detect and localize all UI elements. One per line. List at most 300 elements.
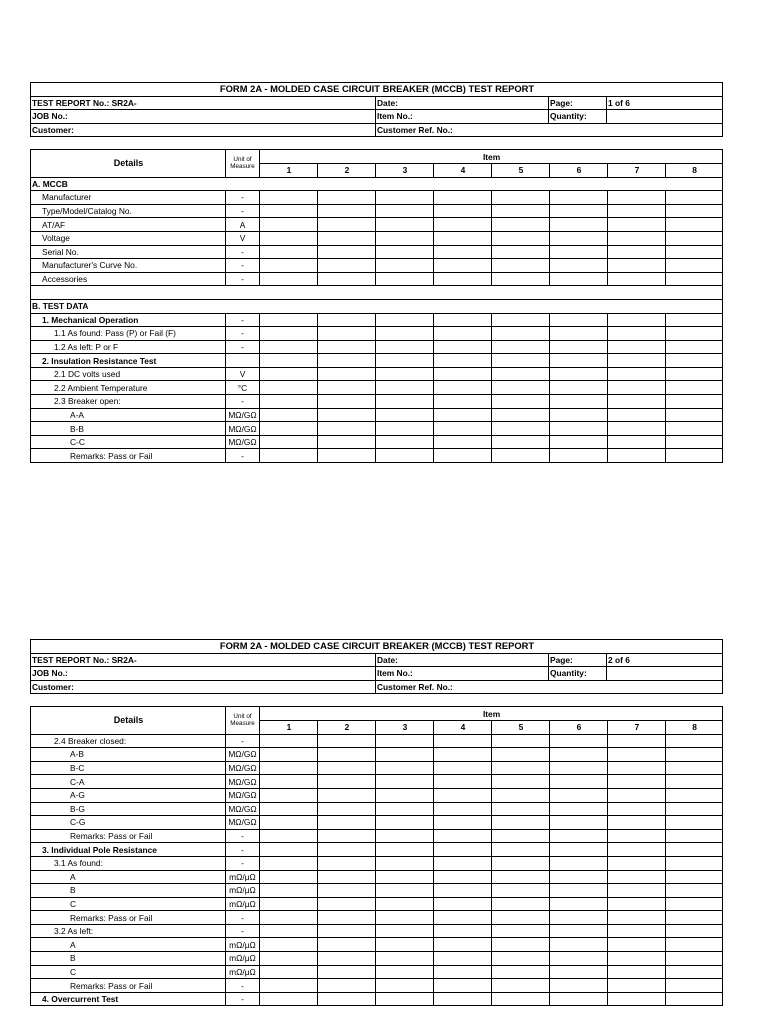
item-value-cell[interactable] — [318, 992, 376, 1006]
item-value-cell[interactable] — [434, 992, 492, 1006]
item-value-cell[interactable] — [318, 272, 376, 286]
item-value-cell[interactable] — [434, 381, 492, 395]
item-value-cell[interactable] — [260, 856, 318, 870]
item-value-cell[interactable] — [376, 422, 434, 436]
item-value-cell[interactable] — [260, 408, 318, 422]
item-value-cell[interactable] — [260, 884, 318, 898]
item-value-cell[interactable] — [492, 897, 550, 911]
item-value-cell[interactable] — [608, 340, 666, 354]
item-value-cell[interactable] — [434, 245, 492, 259]
item-value-cell[interactable] — [318, 761, 376, 775]
item-value-cell[interactable] — [376, 204, 434, 218]
item-value-cell[interactable] — [260, 952, 318, 966]
item-value-cell[interactable] — [492, 272, 550, 286]
item-value-cell[interactable] — [318, 884, 376, 898]
item-value-cell[interactable] — [666, 231, 723, 245]
item-value-cell[interactable] — [260, 327, 318, 341]
item-value-cell[interactable] — [434, 422, 492, 436]
item-value-cell[interactable] — [376, 952, 434, 966]
item-value-cell[interactable] — [666, 191, 723, 205]
item-value-cell[interactable] — [550, 911, 608, 925]
item-value-cell[interactable] — [260, 245, 318, 259]
item-value-cell[interactable] — [318, 965, 376, 979]
item-value-cell[interactable] — [492, 952, 550, 966]
customer-ref-field[interactable]: Customer Ref. No.: — [376, 123, 723, 137]
item-value-cell[interactable] — [666, 218, 723, 232]
item-value-cell[interactable] — [608, 952, 666, 966]
item-value-cell[interactable] — [666, 313, 723, 327]
item-value-cell[interactable] — [492, 354, 550, 368]
customer-field[interactable]: Customer: — [31, 680, 376, 694]
item-value-cell[interactable] — [666, 829, 723, 843]
item-value-cell[interactable] — [434, 748, 492, 762]
item-value-cell[interactable] — [492, 435, 550, 449]
item-value-cell[interactable] — [666, 422, 723, 436]
item-value-cell[interactable] — [550, 354, 608, 368]
item-value-cell[interactable] — [260, 870, 318, 884]
item-value-cell[interactable] — [260, 829, 318, 843]
job-no-field[interactable]: JOB No.: — [31, 667, 376, 681]
item-value-cell[interactable] — [434, 408, 492, 422]
item-value-cell[interactable] — [666, 259, 723, 273]
item-value-cell[interactable] — [492, 775, 550, 789]
item-value-cell[interactable] — [608, 245, 666, 259]
item-value-cell[interactable] — [260, 435, 318, 449]
item-value-cell[interactable] — [492, 231, 550, 245]
item-value-cell[interactable] — [318, 313, 376, 327]
item-value-cell[interactable] — [550, 395, 608, 409]
item-value-cell[interactable] — [376, 272, 434, 286]
test-report-no-field[interactable]: TEST REPORT No.: SR2A- — [31, 96, 376, 110]
item-value-cell[interactable] — [376, 327, 434, 341]
item-value-cell[interactable] — [376, 924, 434, 938]
item-value-cell[interactable] — [492, 327, 550, 341]
item-value-cell[interactable] — [318, 979, 376, 993]
item-value-cell[interactable] — [492, 259, 550, 273]
item-value-cell[interactable] — [666, 354, 723, 368]
item-value-cell[interactable] — [260, 313, 318, 327]
item-value-cell[interactable] — [260, 218, 318, 232]
item-value-cell[interactable] — [318, 435, 376, 449]
item-value-cell[interactable] — [550, 829, 608, 843]
item-value-cell[interactable] — [492, 204, 550, 218]
item-value-cell[interactable] — [666, 843, 723, 857]
item-value-cell[interactable] — [318, 775, 376, 789]
item-value-cell[interactable] — [318, 245, 376, 259]
item-value-cell[interactable] — [434, 354, 492, 368]
item-value-cell[interactable] — [666, 327, 723, 341]
item-value-cell[interactable] — [608, 367, 666, 381]
item-value-cell[interactable] — [608, 992, 666, 1006]
item-value-cell[interactable] — [608, 897, 666, 911]
item-value-cell[interactable] — [376, 340, 434, 354]
item-value-cell[interactable] — [260, 422, 318, 436]
item-value-cell[interactable] — [666, 856, 723, 870]
item-value-cell[interactable] — [318, 191, 376, 205]
item-value-cell[interactable] — [550, 856, 608, 870]
item-value-cell[interactable] — [376, 259, 434, 273]
item-value-cell[interactable] — [376, 884, 434, 898]
item-value-cell[interactable] — [492, 843, 550, 857]
item-value-cell[interactable] — [550, 204, 608, 218]
item-value-cell[interactable] — [318, 816, 376, 830]
item-value-cell[interactable] — [318, 408, 376, 422]
item-value-cell[interactable] — [666, 272, 723, 286]
item-value-cell[interactable] — [666, 775, 723, 789]
item-value-cell[interactable] — [376, 354, 434, 368]
item-value-cell[interactable] — [260, 381, 318, 395]
item-value-cell[interactable] — [318, 340, 376, 354]
item-value-cell[interactable] — [550, 259, 608, 273]
item-value-cell[interactable] — [492, 381, 550, 395]
item-no-field[interactable]: Item No.: — [376, 667, 549, 681]
item-value-cell[interactable] — [608, 435, 666, 449]
item-value-cell[interactable] — [318, 395, 376, 409]
item-value-cell[interactable] — [666, 395, 723, 409]
item-value-cell[interactable] — [434, 395, 492, 409]
item-value-cell[interactable] — [550, 272, 608, 286]
item-value-cell[interactable] — [608, 856, 666, 870]
item-value-cell[interactable] — [666, 965, 723, 979]
item-value-cell[interactable] — [492, 761, 550, 775]
item-value-cell[interactable] — [492, 856, 550, 870]
item-value-cell[interactable] — [492, 816, 550, 830]
item-value-cell[interactable] — [550, 775, 608, 789]
item-value-cell[interactable] — [318, 449, 376, 463]
item-value-cell[interactable] — [492, 191, 550, 205]
item-value-cell[interactable] — [608, 802, 666, 816]
item-value-cell[interactable] — [376, 748, 434, 762]
item-value-cell[interactable] — [666, 952, 723, 966]
item-value-cell[interactable] — [260, 734, 318, 748]
item-value-cell[interactable] — [260, 843, 318, 857]
item-value-cell[interactable] — [550, 761, 608, 775]
item-value-cell[interactable] — [318, 924, 376, 938]
item-value-cell[interactable] — [318, 911, 376, 925]
item-value-cell[interactable] — [666, 938, 723, 952]
item-value-cell[interactable] — [608, 395, 666, 409]
item-value-cell[interactable] — [434, 856, 492, 870]
item-value-cell[interactable] — [550, 231, 608, 245]
item-value-cell[interactable] — [376, 218, 434, 232]
item-value-cell[interactable] — [318, 231, 376, 245]
item-value-cell[interactable] — [434, 449, 492, 463]
item-value-cell[interactable] — [260, 897, 318, 911]
item-value-cell[interactable] — [666, 802, 723, 816]
item-value-cell[interactable] — [434, 897, 492, 911]
item-value-cell[interactable] — [550, 870, 608, 884]
item-value-cell[interactable] — [550, 965, 608, 979]
item-value-cell[interactable] — [666, 911, 723, 925]
item-value-cell[interactable] — [492, 449, 550, 463]
item-value-cell[interactable] — [608, 924, 666, 938]
item-value-cell[interactable] — [550, 381, 608, 395]
item-value-cell[interactable] — [318, 327, 376, 341]
item-value-cell[interactable] — [550, 327, 608, 341]
item-value-cell[interactable] — [376, 965, 434, 979]
item-value-cell[interactable] — [608, 761, 666, 775]
item-value-cell[interactable] — [260, 761, 318, 775]
item-value-cell[interactable] — [260, 911, 318, 925]
item-value-cell[interactable] — [318, 897, 376, 911]
item-value-cell[interactable] — [608, 231, 666, 245]
item-value-cell[interactable] — [376, 381, 434, 395]
item-value-cell[interactable] — [550, 449, 608, 463]
date-field[interactable]: Date: — [376, 653, 549, 667]
item-value-cell[interactable] — [550, 952, 608, 966]
item-value-cell[interactable] — [666, 992, 723, 1006]
item-value-cell[interactable] — [376, 897, 434, 911]
item-value-cell[interactable] — [492, 870, 550, 884]
item-value-cell[interactable] — [608, 313, 666, 327]
item-value-cell[interactable] — [608, 327, 666, 341]
item-value-cell[interactable] — [492, 245, 550, 259]
item-value-cell[interactable] — [318, 802, 376, 816]
item-value-cell[interactable] — [608, 775, 666, 789]
item-value-cell[interactable] — [376, 979, 434, 993]
item-value-cell[interactable] — [550, 191, 608, 205]
item-value-cell[interactable] — [492, 748, 550, 762]
item-value-cell[interactable] — [434, 816, 492, 830]
item-value-cell[interactable] — [260, 367, 318, 381]
item-value-cell[interactable] — [434, 924, 492, 938]
item-value-cell[interactable] — [666, 870, 723, 884]
item-value-cell[interactable] — [492, 938, 550, 952]
item-value-cell[interactable] — [434, 218, 492, 232]
item-value-cell[interactable] — [608, 829, 666, 843]
item-value-cell[interactable] — [492, 788, 550, 802]
item-value-cell[interactable] — [666, 449, 723, 463]
item-value-cell[interactable] — [666, 204, 723, 218]
item-value-cell[interactable] — [376, 367, 434, 381]
item-value-cell[interactable] — [666, 979, 723, 993]
item-value-cell[interactable] — [492, 734, 550, 748]
item-value-cell[interactable] — [376, 816, 434, 830]
item-value-cell[interactable] — [318, 748, 376, 762]
item-value-cell[interactable] — [318, 829, 376, 843]
item-value-cell[interactable] — [608, 381, 666, 395]
item-value-cell[interactable] — [376, 408, 434, 422]
item-value-cell[interactable] — [260, 924, 318, 938]
item-value-cell[interactable] — [608, 354, 666, 368]
item-value-cell[interactable] — [550, 924, 608, 938]
item-value-cell[interactable] — [492, 911, 550, 925]
item-value-cell[interactable] — [550, 884, 608, 898]
item-value-cell[interactable] — [608, 422, 666, 436]
item-value-cell[interactable] — [608, 965, 666, 979]
item-value-cell[interactable] — [434, 884, 492, 898]
item-value-cell[interactable] — [376, 911, 434, 925]
item-value-cell[interactable] — [434, 272, 492, 286]
item-value-cell[interactable] — [318, 354, 376, 368]
item-value-cell[interactable] — [434, 952, 492, 966]
item-value-cell[interactable] — [376, 992, 434, 1006]
item-value-cell[interactable] — [260, 992, 318, 1006]
item-value-cell[interactable] — [608, 884, 666, 898]
item-value-cell[interactable] — [492, 340, 550, 354]
item-value-cell[interactable] — [608, 449, 666, 463]
item-value-cell[interactable] — [434, 843, 492, 857]
item-value-cell[interactable] — [260, 979, 318, 993]
item-value-cell[interactable] — [376, 231, 434, 245]
item-value-cell[interactable] — [376, 734, 434, 748]
item-value-cell[interactable] — [318, 843, 376, 857]
item-value-cell[interactable] — [608, 204, 666, 218]
item-value-cell[interactable] — [318, 367, 376, 381]
item-value-cell[interactable] — [666, 788, 723, 802]
item-value-cell[interactable] — [666, 761, 723, 775]
item-value-cell[interactable] — [550, 897, 608, 911]
item-value-cell[interactable] — [608, 788, 666, 802]
item-value-cell[interactable] — [434, 870, 492, 884]
item-value-cell[interactable] — [260, 354, 318, 368]
item-value-cell[interactable] — [434, 327, 492, 341]
item-value-cell[interactable] — [492, 395, 550, 409]
item-value-cell[interactable] — [666, 897, 723, 911]
item-value-cell[interactable] — [260, 191, 318, 205]
item-value-cell[interactable] — [492, 829, 550, 843]
item-value-cell[interactable] — [550, 748, 608, 762]
item-value-cell[interactable] — [434, 979, 492, 993]
item-value-cell[interactable] — [434, 802, 492, 816]
item-value-cell[interactable] — [318, 856, 376, 870]
item-value-cell[interactable] — [434, 829, 492, 843]
item-value-cell[interactable] — [318, 952, 376, 966]
item-value-cell[interactable] — [550, 788, 608, 802]
item-value-cell[interactable] — [666, 245, 723, 259]
item-value-cell[interactable] — [492, 313, 550, 327]
item-value-cell[interactable] — [550, 734, 608, 748]
item-value-cell[interactable] — [608, 843, 666, 857]
item-value-cell[interactable] — [608, 259, 666, 273]
item-value-cell[interactable] — [608, 816, 666, 830]
quantity-field[interactable] — [607, 110, 723, 124]
item-value-cell[interactable] — [260, 816, 318, 830]
customer-ref-field[interactable]: Customer Ref. No.: — [376, 680, 723, 694]
item-value-cell[interactable] — [434, 788, 492, 802]
quantity-field[interactable] — [607, 667, 723, 681]
item-value-cell[interactable] — [260, 272, 318, 286]
item-value-cell[interactable] — [434, 340, 492, 354]
item-value-cell[interactable] — [376, 775, 434, 789]
item-value-cell[interactable] — [434, 367, 492, 381]
item-no-field[interactable]: Item No.: — [376, 110, 549, 124]
item-value-cell[interactable] — [550, 816, 608, 830]
item-value-cell[interactable] — [666, 884, 723, 898]
item-value-cell[interactable] — [492, 979, 550, 993]
item-value-cell[interactable] — [376, 395, 434, 409]
item-value-cell[interactable] — [666, 816, 723, 830]
item-value-cell[interactable] — [434, 775, 492, 789]
item-value-cell[interactable] — [318, 938, 376, 952]
item-value-cell[interactable] — [376, 313, 434, 327]
item-value-cell[interactable] — [434, 734, 492, 748]
item-value-cell[interactable] — [318, 422, 376, 436]
item-value-cell[interactable] — [666, 367, 723, 381]
item-value-cell[interactable] — [318, 204, 376, 218]
item-value-cell[interactable] — [550, 340, 608, 354]
item-value-cell[interactable] — [666, 340, 723, 354]
item-value-cell[interactable] — [260, 775, 318, 789]
item-value-cell[interactable] — [492, 884, 550, 898]
item-value-cell[interactable] — [608, 870, 666, 884]
item-value-cell[interactable] — [492, 992, 550, 1006]
customer-field[interactable]: Customer: — [31, 123, 376, 137]
item-value-cell[interactable] — [492, 218, 550, 232]
item-value-cell[interactable] — [376, 802, 434, 816]
item-value-cell[interactable] — [434, 231, 492, 245]
item-value-cell[interactable] — [260, 395, 318, 409]
item-value-cell[interactable] — [550, 938, 608, 952]
item-value-cell[interactable] — [608, 734, 666, 748]
item-value-cell[interactable] — [608, 218, 666, 232]
item-value-cell[interactable] — [260, 802, 318, 816]
item-value-cell[interactable] — [608, 191, 666, 205]
item-value-cell[interactable] — [434, 259, 492, 273]
item-value-cell[interactable] — [260, 788, 318, 802]
item-value-cell[interactable] — [318, 218, 376, 232]
item-value-cell[interactable] — [260, 748, 318, 762]
item-value-cell[interactable] — [376, 829, 434, 843]
item-value-cell[interactable] — [376, 191, 434, 205]
item-value-cell[interactable] — [434, 435, 492, 449]
job-no-field[interactable]: JOB No.: — [31, 110, 376, 124]
item-value-cell[interactable] — [376, 761, 434, 775]
item-value-cell[interactable] — [434, 938, 492, 952]
item-value-cell[interactable] — [318, 734, 376, 748]
item-value-cell[interactable] — [608, 272, 666, 286]
item-value-cell[interactable] — [260, 449, 318, 463]
item-value-cell[interactable] — [550, 422, 608, 436]
item-value-cell[interactable] — [550, 408, 608, 422]
item-value-cell[interactable] — [550, 992, 608, 1006]
item-value-cell[interactable] — [666, 381, 723, 395]
item-value-cell[interactable] — [260, 938, 318, 952]
item-value-cell[interactable] — [260, 965, 318, 979]
item-value-cell[interactable] — [550, 245, 608, 259]
item-value-cell[interactable] — [492, 965, 550, 979]
item-value-cell[interactable] — [260, 259, 318, 273]
item-value-cell[interactable] — [666, 734, 723, 748]
item-value-cell[interactable] — [318, 870, 376, 884]
item-value-cell[interactable] — [550, 843, 608, 857]
item-value-cell[interactable] — [376, 435, 434, 449]
item-value-cell[interactable] — [434, 204, 492, 218]
item-value-cell[interactable] — [492, 408, 550, 422]
item-value-cell[interactable] — [318, 788, 376, 802]
item-value-cell[interactable] — [666, 748, 723, 762]
item-value-cell[interactable] — [318, 381, 376, 395]
item-value-cell[interactable] — [608, 938, 666, 952]
item-value-cell[interactable] — [376, 843, 434, 857]
item-value-cell[interactable] — [666, 408, 723, 422]
item-value-cell[interactable] — [550, 313, 608, 327]
item-value-cell[interactable] — [434, 911, 492, 925]
item-value-cell[interactable] — [376, 245, 434, 259]
item-value-cell[interactable] — [434, 313, 492, 327]
item-value-cell[interactable] — [666, 924, 723, 938]
item-value-cell[interactable] — [492, 802, 550, 816]
item-value-cell[interactable] — [550, 367, 608, 381]
item-value-cell[interactable] — [550, 979, 608, 993]
item-value-cell[interactable] — [550, 435, 608, 449]
item-value-cell[interactable] — [376, 870, 434, 884]
item-value-cell[interactable] — [260, 231, 318, 245]
item-value-cell[interactable] — [376, 788, 434, 802]
item-value-cell[interactable] — [608, 408, 666, 422]
test-report-no-field[interactable]: TEST REPORT No.: SR2A- — [31, 653, 376, 667]
item-value-cell[interactable] — [492, 924, 550, 938]
